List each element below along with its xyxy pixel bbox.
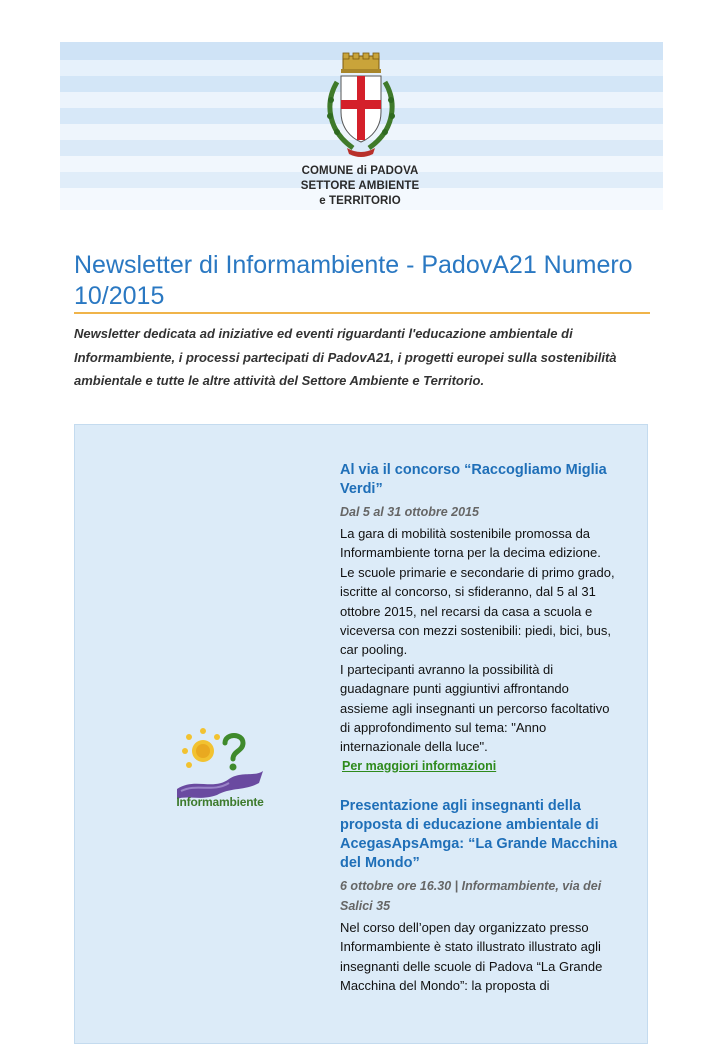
content-panel [74,424,648,1044]
article-paragraph: La gara di mobilità sostenibile promossa da Informambiente torna per la decima edizione. [340,526,601,561]
org-line: SETTORE AMBIENTE [300,180,420,192]
more-info-link[interactable]: Per maggiori informazioni [342,758,497,773]
article-title: Presentazione agli insegnanti della proposta di educazione ambientale di AcegasApsAmga: “La Grande Macchina del Mondo” [340,797,618,871]
article-date: 6 ottobre ore 16.30 | Informambiente, via dei Salici 35 [340,878,602,913]
padova-coat-of-arms-icon [323,52,399,162]
article-title: Al via il concorso “Raccogliamo Miglia Verdi” [340,462,607,497]
article-paragraph: Le scuole primarie e secondarie di primo grado, iscritte al concorso, si sfideranno, dal 5 al 31 ottobre 2015, nel recarsi da casa a scuola e viceversa con mezzi sostenibili: piedi, bici, bus, car pooling. [340,564,615,658]
informambiente-logo-text: Informambiente [176,795,264,809]
newsletter-title: Newsletter di Informambiente - PadovA21 Numero 10/2015 [74,251,633,310]
article-paragraph: Nel corso dell’open day organizzato presso Informambiente è stato illustrato illustrato agli insegnanti delle scuole di Padova “La Grande Macchina del Mondo”: la proposta di [340,919,603,994]
organization-name [280,164,440,209]
article [340,797,620,996]
article [340,461,620,797]
title-divider [74,312,650,314]
articles-column [340,461,620,996]
org-line: COMUNE di PADOVA [301,165,419,177]
newsletter-intro: Newsletter dedicata ad iniziative ed eventi riguardanti l'educazione ambientale di Informambiente, i processi partecipati di PadovA21, i progetti europei sulla sostenibilità ambientale e tutte le altre attività del Settore Ambiente e Territorio. [74,326,617,388]
article-paragraph: I partecipanti avranno la possibilità di guadagnare punti aggiuntivi affrontando assieme agli insegnanti un percorso facoltativo di approfondimento sul tema: "Anno internazionale della luce". [340,661,610,755]
org-line: e TERRITORIO [319,195,401,207]
article-date: Dal 5 al 31 ottobre 2015 [340,505,479,519]
header-banner [60,42,663,210]
